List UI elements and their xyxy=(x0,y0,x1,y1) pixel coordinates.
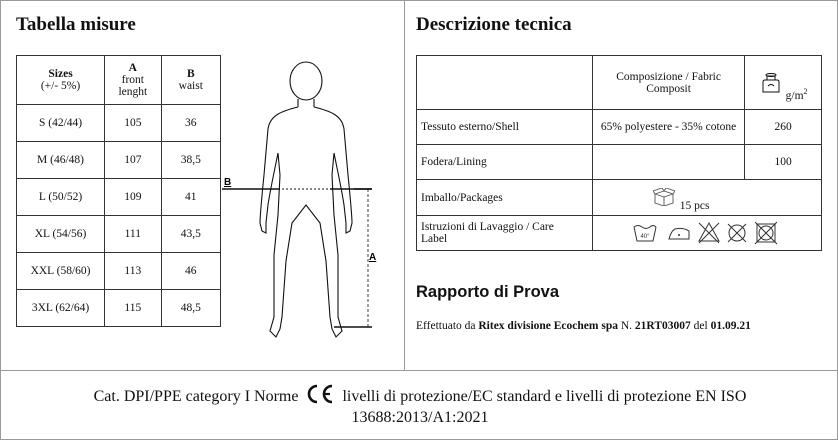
size-table-title: Tabella misure xyxy=(16,14,136,35)
report-line xyxy=(416,320,751,332)
row-label xyxy=(417,216,593,251)
b-cell: 43,5 xyxy=(161,216,220,253)
no-bleach-icon xyxy=(699,223,719,243)
table-row xyxy=(417,110,822,145)
composition-header-1: Composizione / Fabric xyxy=(616,70,721,83)
footer-divider xyxy=(0,370,838,371)
body-outline xyxy=(260,62,352,337)
column-divider xyxy=(404,0,405,370)
b-header-cell xyxy=(161,56,220,105)
ce-mark-icon xyxy=(305,384,335,404)
care-label-2: Label xyxy=(421,233,448,245)
b-cell: 36 xyxy=(161,105,220,142)
tech-header-empty xyxy=(417,56,593,110)
care-icons-cell xyxy=(592,216,821,251)
wash-40-icon xyxy=(634,226,656,242)
table-row xyxy=(17,290,221,327)
iron-low-icon xyxy=(669,228,689,239)
a-cell: 115 xyxy=(105,290,162,327)
table-row xyxy=(417,180,822,216)
b-cell: 48,5 xyxy=(161,290,220,327)
a-label-1: front xyxy=(121,74,144,86)
table-row xyxy=(17,105,221,142)
b-cell: 41 xyxy=(161,179,220,216)
a-label-2: lenght xyxy=(118,86,148,98)
tech-title: Descrizione tecnica xyxy=(416,14,572,35)
footer-part-1: Cat. DPI/PPE category I Norme xyxy=(93,388,299,405)
b-cell: 38,5 xyxy=(161,142,220,179)
composition-value xyxy=(592,145,744,180)
label-b: B xyxy=(224,177,232,188)
size-cell: XL (54/56) xyxy=(17,216,105,253)
a-cell: 107 xyxy=(105,142,162,179)
a-cell: 111 xyxy=(105,216,162,253)
weight-scale-icon xyxy=(759,72,783,94)
table-row xyxy=(17,142,221,179)
packages-cell xyxy=(592,180,821,216)
care-label-1: Istruzioni di Lavaggio / Care xyxy=(421,221,554,233)
packages-value: 15 pcs xyxy=(679,200,710,212)
composition-header xyxy=(592,56,744,110)
size-table xyxy=(16,55,221,327)
tolerance-label: (+/- 5%) xyxy=(40,80,81,92)
sizes-header: Sizes xyxy=(48,68,73,80)
size-cell: L (50/52) xyxy=(17,179,105,216)
table-row xyxy=(17,179,221,216)
label-a: A xyxy=(369,252,377,263)
weight-value: 100 xyxy=(745,145,822,180)
no-tumble-dry-icon xyxy=(755,222,777,244)
a-cell: 109 xyxy=(105,179,162,216)
size-cell: S (42/44) xyxy=(17,105,105,142)
a-cell: 105 xyxy=(105,105,162,142)
weight-unit: g/m xyxy=(785,90,804,103)
sizes-header-cell xyxy=(17,56,105,105)
row-label: Tessuto esterno/Shell xyxy=(417,110,593,145)
table-row xyxy=(17,216,221,253)
composition-header-2: Composit xyxy=(646,82,691,95)
report-number: 21RT03007 xyxy=(634,320,691,332)
footer xyxy=(60,384,780,428)
size-cell: XXL (58/60) xyxy=(17,253,105,290)
weight-header xyxy=(745,56,822,110)
b-code: B xyxy=(186,68,195,80)
table-row xyxy=(417,145,822,180)
report-date-label: del xyxy=(693,320,708,332)
body-measurement-diagram xyxy=(222,55,392,355)
size-table-header xyxy=(17,56,221,105)
report-prefix: Effettuato da xyxy=(416,320,476,332)
footer-line-2: 13688:2013/A1:2021 xyxy=(351,409,489,426)
size-cell: M (46/48) xyxy=(17,142,105,179)
box-icon xyxy=(653,188,675,206)
report-n-label: N. xyxy=(620,320,633,332)
report-date: 01.09.21 xyxy=(710,320,751,332)
table-row xyxy=(17,253,221,290)
a-code: A xyxy=(128,62,137,74)
row-label: Imballo/Packages xyxy=(417,180,593,216)
weight-value: 260 xyxy=(745,110,822,145)
row-label: Fodera/Lining xyxy=(417,145,593,180)
report-lab: Ritex divisione Ecochem spa xyxy=(478,320,618,332)
size-cell: 3XL (62/64) xyxy=(17,290,105,327)
weight-unit-sup: 2 xyxy=(803,87,808,97)
no-dry-clean-icon xyxy=(728,224,746,242)
footer-part-2: livelli di protezione/EC standard e livelli di protezione EN ISO xyxy=(342,388,747,405)
a-header-cell xyxy=(105,56,162,105)
b-label: waist xyxy=(178,80,203,92)
wash-temp: 40° xyxy=(640,234,650,240)
care-symbols xyxy=(633,221,793,245)
a-cell: 113 xyxy=(105,253,162,290)
composition-value: 65% polyestere - 35% cotone xyxy=(592,110,744,145)
tech-header-row xyxy=(417,56,822,110)
report-title: Rapporto di Prova xyxy=(416,283,560,301)
table-row xyxy=(417,216,822,251)
b-cell: 46 xyxy=(161,253,220,290)
tech-table xyxy=(416,55,822,251)
